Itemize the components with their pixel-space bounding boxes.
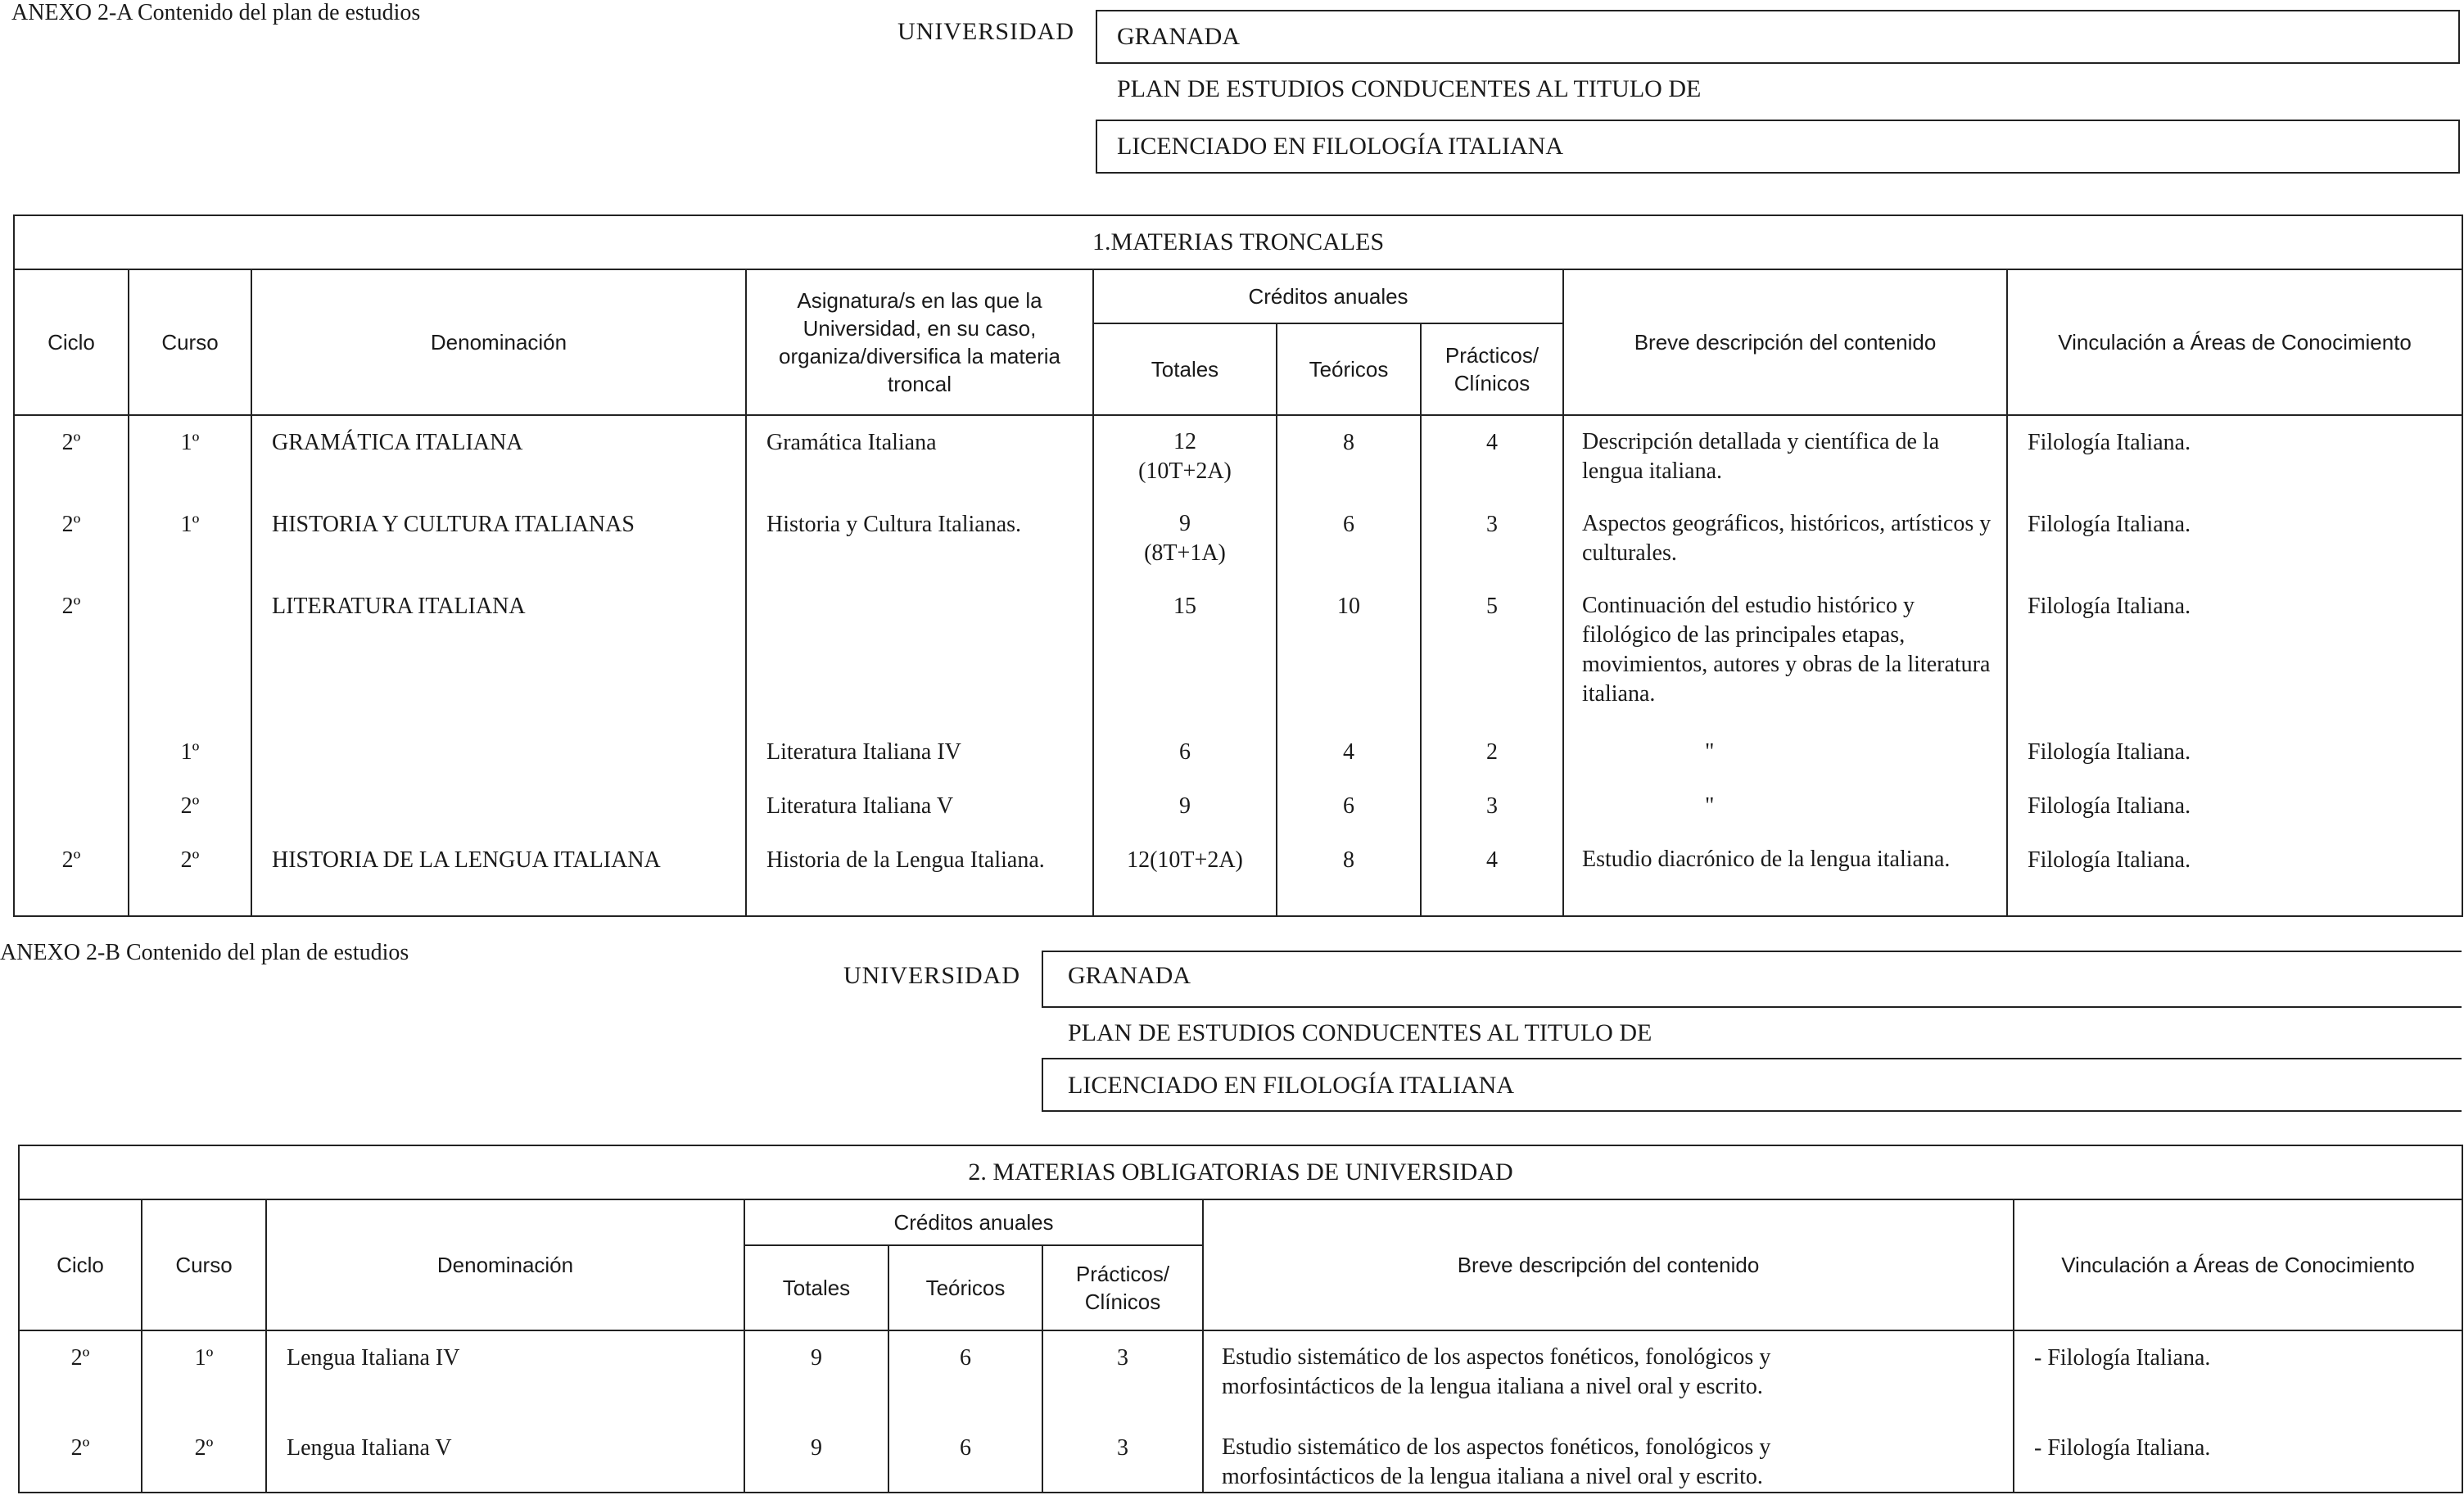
header-ciclo: Ciclo <box>14 269 129 415</box>
table-row: 2º <box>61 594 81 619</box>
column-asignatura <box>746 415 1093 916</box>
plan-label-a: PLAN DE ESTUDIOS CONDUCENTES AL TITULO DE <box>1117 75 1702 102</box>
table-row: LITERATURA ITALIANA <box>272 594 526 619</box>
column-descripcion <box>1563 415 2007 916</box>
table-row: Gramática Italiana <box>766 430 937 455</box>
table-row <box>766 580 1092 725</box>
table-row: 6 <box>960 1435 971 1461</box>
table-row: Descripción detallada y científica de la lengua italiana. <box>1582 429 1940 484</box>
header-teoricos: Teóricos <box>888 1245 1042 1330</box>
column-curso <box>142 1330 266 1493</box>
table-a-title: 1.MATERIAS TRONCALES <box>14 215 2462 269</box>
table-row: Aspectos geográficos, históricos, artísticos y culturales. <box>1582 511 1992 566</box>
table-row: Filología Italiana. <box>2028 739 2191 765</box>
rule-b-2 <box>1042 1006 2462 1008</box>
anexo-b-title: ANEXO 2-B Contenido del plan de estudios <box>0 940 409 965</box>
table-row: 8 <box>1343 847 1354 873</box>
table-row: Filología Italiana. <box>2028 430 2191 455</box>
table-row: - Filología Italiana. <box>2034 1345 2211 1371</box>
header-teoricos: Teóricos <box>1277 323 1421 415</box>
table-row: 2º <box>180 847 200 873</box>
table-row: 2º <box>70 1435 90 1461</box>
table-row: Lengua Italiana V <box>287 1435 452 1461</box>
header-curso: Curso <box>129 269 251 415</box>
table-row: 2º <box>61 430 81 455</box>
column-practicos <box>1042 1330 1203 1493</box>
titulo-a: LICENCIADO EN FILOLOGÍA ITALIANA <box>1096 120 2460 174</box>
header-asignatura: Asignatura/s en las que la Universidad, en su caso, organiza/diversifica la materia troncal <box>746 269 1093 415</box>
column-teoricos <box>1277 415 1421 916</box>
universidad-label-a: UNIVERSIDAD <box>897 18 1074 45</box>
column-denominacion <box>251 415 746 916</box>
header-creditos: Créditos anuales <box>1093 269 1563 323</box>
table-row: 1º <box>180 739 200 765</box>
table-b-title: 2. MATERIAS OBLIGATORIAS DE UNIVERSIDAD <box>19 1145 2462 1199</box>
table-row: Lengua Italiana IV <box>287 1345 460 1371</box>
table-row: Historia y Cultura Italianas. <box>766 512 1022 537</box>
table-row: 1º <box>180 512 200 537</box>
table-row: Literatura Italiana IV <box>766 739 961 765</box>
column-vinculacion <box>2007 415 2462 916</box>
header-curso: Curso <box>142 1199 266 1330</box>
header-denominacion: Denominación <box>266 1199 744 1330</box>
table-row: 9 <box>1179 793 1191 819</box>
column-vinculacion <box>2014 1330 2462 1493</box>
table-row: 2º <box>70 1345 90 1371</box>
table-row: 15 <box>1173 594 1196 619</box>
table-row <box>129 580 251 725</box>
table-row: 3 <box>1486 793 1498 819</box>
anexo-a-title: ANEXO 2-A Contenido del plan de estudios <box>11 0 421 25</box>
table-row: 5 <box>1486 594 1498 619</box>
table-row: Estudio diacrónico de la lengua italiana. <box>1582 847 1951 872</box>
table-row: - Filología Italiana. <box>2034 1435 2211 1461</box>
header-denominacion: Denominación <box>251 269 746 415</box>
universidad-value-b: GRANADA <box>1068 962 1191 989</box>
table-row: Filología Italiana. <box>2028 847 2191 873</box>
table-row: 2º <box>61 512 81 537</box>
column-totales <box>1093 415 1277 916</box>
table-row: 10 <box>1337 594 1360 619</box>
header-creditos: Créditos anuales <box>744 1199 1203 1245</box>
table-row: 6 <box>1179 739 1191 765</box>
table-row: 2º <box>61 847 81 873</box>
table-row: GRAMÁTICA ITALIANA <box>272 430 523 455</box>
table-row: Literatura Italiana V <box>766 793 954 819</box>
table-row: 12 (10T+2A) <box>1138 429 1232 484</box>
header-vinculacion: Vinculación a Áreas de Conocimiento <box>2007 269 2462 415</box>
table-row: 9 <box>811 1345 822 1371</box>
table-row: HISTORIA DE LA LENGUA ITALIANA <box>272 847 661 873</box>
table-row: Filología Italiana. <box>2028 512 2191 537</box>
table-row: " <box>1705 739 1715 765</box>
table-row: 3 <box>1117 1435 1128 1461</box>
table-row: Estudio sistemático de los aspectos fonéticos, fonológicos y morfosintácticos de la lengua italiana a nivel oral y escrito. <box>1222 1344 1771 1399</box>
table-row: 6 <box>1343 512 1354 537</box>
table-row: Filología Italiana. <box>2028 594 2191 619</box>
header-descripcion: Breve descripción del contenido <box>1203 1199 2014 1330</box>
table-row: Filología Italiana. <box>2028 793 2191 819</box>
rule-b-4 <box>1042 1110 2462 1112</box>
header-descripcion: Breve descripción del contenido <box>1563 269 2007 415</box>
table-row: Historia de la Lengua Italiana. <box>766 847 1045 873</box>
header-practicos: Prácticos/ Clínicos <box>1042 1245 1203 1330</box>
column-denominacion <box>266 1330 744 1493</box>
universidad-value-a: GRANADA <box>1096 10 2460 64</box>
table-row: 12(10T+2A) <box>1127 847 1243 873</box>
table-row: HISTORIA Y CULTURA ITALIANAS <box>272 512 635 537</box>
header-vinculacion: Vinculación a Áreas de Conocimiento <box>2014 1199 2462 1330</box>
materias-troncales-table <box>13 215 2463 917</box>
table-row: 4 <box>1486 847 1498 873</box>
rule-b-3 <box>1042 1058 2462 1059</box>
materias-obligatorias-table <box>18 1145 2463 1493</box>
table-row: 2º <box>180 793 200 819</box>
column-ciclo <box>14 415 129 916</box>
table-row: 1º <box>180 430 200 455</box>
column-totales <box>744 1330 888 1493</box>
table-row: 3 <box>1486 512 1498 537</box>
table-row: 8 <box>1343 430 1354 455</box>
table-row: " <box>1705 793 1715 819</box>
table-row: 4 <box>1343 739 1354 765</box>
table-row: 2º <box>194 1435 214 1461</box>
table-row: 9 (8T+1A) <box>1144 511 1226 566</box>
header-ciclo: Ciclo <box>19 1199 142 1330</box>
table-row: Continuación del estudio histórico y filológico de las principales etapas, movimientos, autores y obras de la literatura italiana. <box>1582 593 1991 707</box>
table-row <box>272 725 745 779</box>
table-row: 2 <box>1486 739 1498 765</box>
titulo-b: LICENCIADO EN FILOLOGÍA ITALIANA <box>1068 1072 1515 1099</box>
column-ciclo <box>19 1330 142 1493</box>
column-teoricos <box>888 1330 1042 1493</box>
table-row <box>272 779 745 833</box>
column-practicos <box>1421 415 1563 916</box>
universidad-label-b: UNIVERSIDAD <box>843 962 1020 989</box>
table-row <box>15 779 128 833</box>
header-totales: Totales <box>1093 323 1277 415</box>
titulo-box-b <box>1042 1058 1043 1112</box>
universidad-box-b <box>1042 951 1043 1008</box>
table-row: 4 <box>1486 430 1498 455</box>
column-descripcion <box>1203 1330 2014 1493</box>
table-row: Estudio sistemático de los aspectos fonéticos, fonológicos y morfosintácticos de la lengua italiana a nivel oral y escrito. <box>1222 1434 1771 1489</box>
table-row: 1º <box>194 1345 214 1371</box>
column-curso <box>129 415 251 916</box>
header-practicos: Prácticos/ Clínicos <box>1421 323 1563 415</box>
rule-b-1 <box>1042 951 2462 952</box>
table-row <box>15 725 128 779</box>
table-row: 6 <box>1343 793 1354 819</box>
table-row: 9 <box>811 1435 822 1461</box>
table-row: 3 <box>1117 1345 1128 1371</box>
plan-label-b: PLAN DE ESTUDIOS CONDUCENTES AL TITULO DE <box>1068 1019 1652 1046</box>
header-totales: Totales <box>744 1245 888 1330</box>
table-row: 6 <box>960 1345 971 1371</box>
